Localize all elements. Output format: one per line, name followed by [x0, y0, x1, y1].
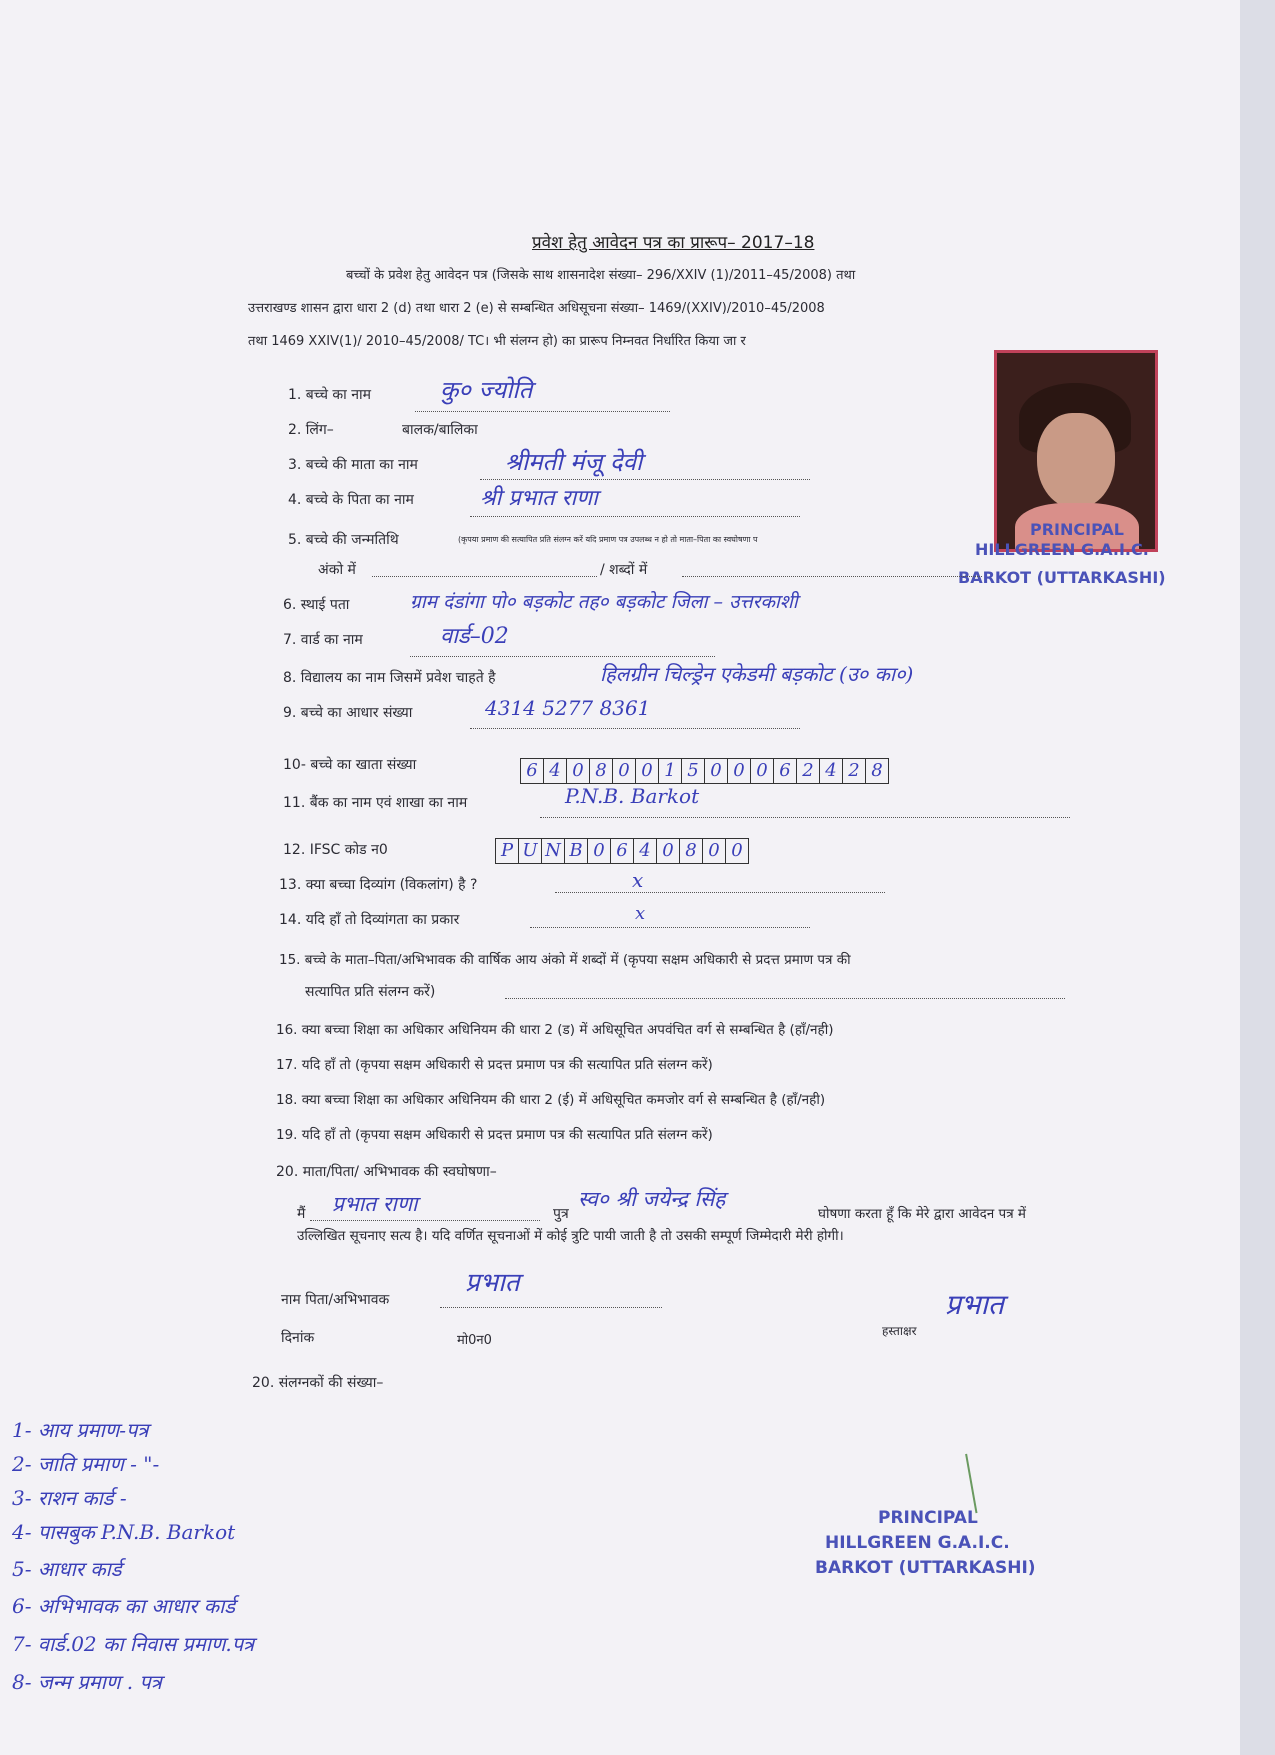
ifsc-char: 4	[634, 839, 657, 863]
account-number-boxes	[520, 758, 889, 784]
field-14-label: 14. यदि हाँ तो दिव्यांगता का प्रकार	[279, 912, 460, 928]
ifsc-char: 0	[703, 839, 726, 863]
ifsc-char: N	[542, 839, 565, 863]
date-label: दिनांक	[281, 1330, 315, 1346]
account-digit: 2	[843, 759, 866, 783]
field-13-label: 13. क्या बच्चा दिव्यांग (विकलांग) है ?	[279, 877, 478, 893]
enclosure-item: 7- वार्ड.02 का निवास प्रमाण.पत्र	[12, 1632, 255, 1656]
field-2-label: 2. लिंग–	[288, 422, 334, 438]
intro-line-1: बच्चों के प्रवेश हेतु आवेदन पत्र (जिसके साथ शासनादेश संख्या– 296/XXIV (1)/2011–45/2008) तथा	[346, 268, 856, 283]
intro-line-2: उत्तराखण्ड शासन द्वारा धारा 2 (d) तथा धारा 2 (e) से सम्बन्धित अधिसूचना संख्या– 1469/(XXIV)/2010–45/2008	[248, 301, 825, 316]
field-3-label: 3. बच्चे की माता का नाम	[288, 457, 418, 473]
stamp-line3: BARKOT (UTTARKASHI)	[815, 1558, 1036, 1578]
signature-label: हस्ताक्षर	[882, 1324, 917, 1338]
enclosure-item: 4- पासबुक P.N.B. Barkot	[12, 1520, 236, 1544]
enclosure-item: 6- अभिभावक का आधार कार्ड	[12, 1594, 236, 1618]
account-digit: 4	[544, 759, 567, 783]
account-digit: 0	[613, 759, 636, 783]
declaration-name: प्रभात राणा	[332, 1192, 418, 1216]
ifsc-char: 0	[588, 839, 611, 863]
field-19-label: 19. यदि हाँ तो (कृपया सक्षम अधिकारी से प्रदत्त प्रमाण पत्र की सत्यापित प्रति संलग्न करें)	[276, 1127, 713, 1143]
ifsc-char: 0	[731, 840, 743, 861]
field-5-numeric-label: अंको में	[318, 562, 356, 578]
form-title: प्रवेश हेतु आवेदन पत्र का प्रारूप– 2017–18	[532, 233, 815, 253]
ifsc-char: 8	[680, 839, 703, 863]
account-digit: 0	[728, 759, 751, 783]
field-18-label: 18. क्या बच्चा शिक्षा का अधिकार अधिनियम की धारा 2 (ई) में अधिसूचित कमजोर वर्ग से सम्बन्धित है (हाँ/नही)	[276, 1092, 826, 1108]
field-20-label: 20. माता/पिता/ अभिभावक की स्वघोषणा–	[276, 1164, 497, 1180]
guardian-label: नाम पिता/अभिभावक	[281, 1292, 390, 1308]
field-7-label: 7. वार्ड का नाम	[283, 632, 363, 648]
ifsc-char: U	[519, 839, 542, 863]
stamp-top-line3: BARKOT (UTTARKASHI)	[958, 568, 1166, 587]
account-digit: 4	[820, 759, 843, 783]
stamp-top-line1: PRINCIPAL	[1030, 520, 1124, 539]
ifsc-char: P	[496, 839, 519, 863]
enclosure-item: 5- आधार कार्ड	[12, 1557, 122, 1581]
account-digit: 0	[705, 759, 728, 783]
declaration-text-2: उल्लिखित सूचनाए सत्य है। यदि वर्णित सूचनाओं में कोई त्रुटि पायी जाती है तो उसकी सम्पूर्ण जिम्मेदारी मेरी होगी।	[297, 1228, 844, 1244]
field-4-value: श्री प्रभात राणा	[480, 486, 598, 511]
field-8-label: 8. विद्यालय का नाम जिसमें प्रवेश चाहते है	[283, 670, 496, 686]
field-13-value: x	[632, 868, 644, 892]
field-5-words-label: / शब्दों में	[600, 562, 648, 578]
field-9-label: 9. बच्चे का आधार संख्या	[283, 705, 413, 721]
account-digit: 6	[521, 759, 544, 783]
guardian-value: प्रभात	[465, 1268, 520, 1298]
account-digit: 8	[871, 760, 883, 781]
declaration-son-of-label: पुत्र	[553, 1206, 569, 1222]
field-11-value: P.N.B. Barkot	[565, 784, 700, 808]
field-5-label: 5. बच्चे की जन्मतिथि	[288, 532, 399, 548]
field-2-value: बालक/बालिका	[402, 422, 478, 438]
field-8-value: हिलग्रीन चिल्ड्रेन एकेडमी बड़कोट (उ० का०)	[600, 662, 914, 686]
account-digit: 0	[567, 759, 590, 783]
ifsc-char: B	[565, 839, 588, 863]
field-15-label2: सत्यापित प्रति संलग्न करें)	[305, 984, 436, 1000]
enclosures-count-label: 20. संलग्नकों की संख्या–	[252, 1375, 384, 1391]
account-digit: 5	[682, 759, 705, 783]
account-digit: 0	[751, 759, 774, 783]
stamp-top-line2: HILLGREEN G.A.I.C.	[975, 540, 1149, 559]
enclosure-item: 1- आय प्रमाण-पत्र	[12, 1418, 149, 1442]
enclosure-item: 2- जाति प्रमाण - "-	[12, 1452, 160, 1476]
field-1-label: 1. बच्चे का नाम	[288, 387, 372, 403]
ifsc-code-boxes	[495, 838, 749, 864]
account-digit: 8	[590, 759, 613, 783]
account-digit: 2	[797, 759, 820, 783]
declaration-son-of: स्व० श्री जयेन्द्र सिंह	[578, 1187, 726, 1211]
field-4-label: 4. बच्चे के पिता का नाम	[288, 492, 414, 508]
field-14-value: x	[635, 903, 646, 924]
ifsc-char: 6	[611, 839, 634, 863]
account-digit: 1	[659, 759, 682, 783]
principal-signature	[965, 1447, 1017, 1513]
field-5-note: (कृपया प्रमाण की सत्यापित प्रति संलग्न करें यदि प्रमाण पत्र उपलब्ध न हो तो माता–पिता का स्वघोषणा प	[458, 535, 758, 544]
field-17-label: 17. यदि हाँ तो (कृपया सक्षम अधिकारी से प्रदत्त प्रमाण पत्र की सत्यापित प्रति संलग्न करें)	[276, 1057, 713, 1073]
field-6-value: ग्राम दंडांगा पो० बड़कोट तह० बड़कोट जिला – उत्तरकाशी	[410, 591, 798, 613]
field-1-value: कु० ज्योति	[440, 376, 533, 404]
signature-value: प्रभात	[945, 1288, 1004, 1321]
field-12-label: 12. IFSC कोड न0	[283, 842, 388, 858]
ifsc-char: 0	[657, 839, 680, 863]
account-digit: 0	[636, 759, 659, 783]
declaration-text-1: घोषणा करता हूँ कि मेरे द्वारा आवेदन पत्र में	[818, 1206, 1027, 1222]
account-digit: 6	[774, 759, 797, 783]
stamp-line2: HILLGREEN G.A.I.C.	[825, 1533, 1010, 1553]
field-16-label: 16. क्या बच्चा शिक्षा का अधिकार अधिनियम की धारा 2 (ड) में अधिसूचित अपवंचित वर्ग से सम्बन्धित है (हाँ/नही)	[276, 1022, 834, 1038]
field-7-value: वार्ड–02	[440, 624, 509, 649]
field-9-value: 4314 5277 8361	[485, 696, 651, 720]
field-15-label: 15. बच्चे के माता–पिता/अभिभावक की वार्षिक आय अंको में शब्दों में (कृपया सक्षम अधिकारी से प्रदत्त प्रमाण पत्र की	[279, 952, 851, 968]
mobile-label: मो0न0	[457, 1333, 492, 1348]
intro-line-3: तथा 1469 XXIV(1)/ 2010–45/2008/ TC। भी संलग्न हो) का प्रारूप निम्नवत निर्धारित किया जा र	[248, 334, 746, 349]
declaration-prefix: मैं	[297, 1206, 306, 1222]
enclosure-item: 3- राशन कार्ड -	[12, 1486, 127, 1510]
field-10-label: 10- बच्चे का खाता संख्या	[283, 757, 417, 773]
enclosure-item: 8- जन्म प्रमाण . पत्र	[12, 1670, 162, 1694]
field-3-value: श्रीमती मंजू देवी	[505, 448, 643, 476]
field-6-label: 6. स्थाई पता	[283, 597, 350, 613]
stamp-line1: PRINCIPAL	[878, 1508, 978, 1528]
field-11-label: 11. बैंक का नाम एवं शाखा का नाम	[283, 795, 468, 811]
